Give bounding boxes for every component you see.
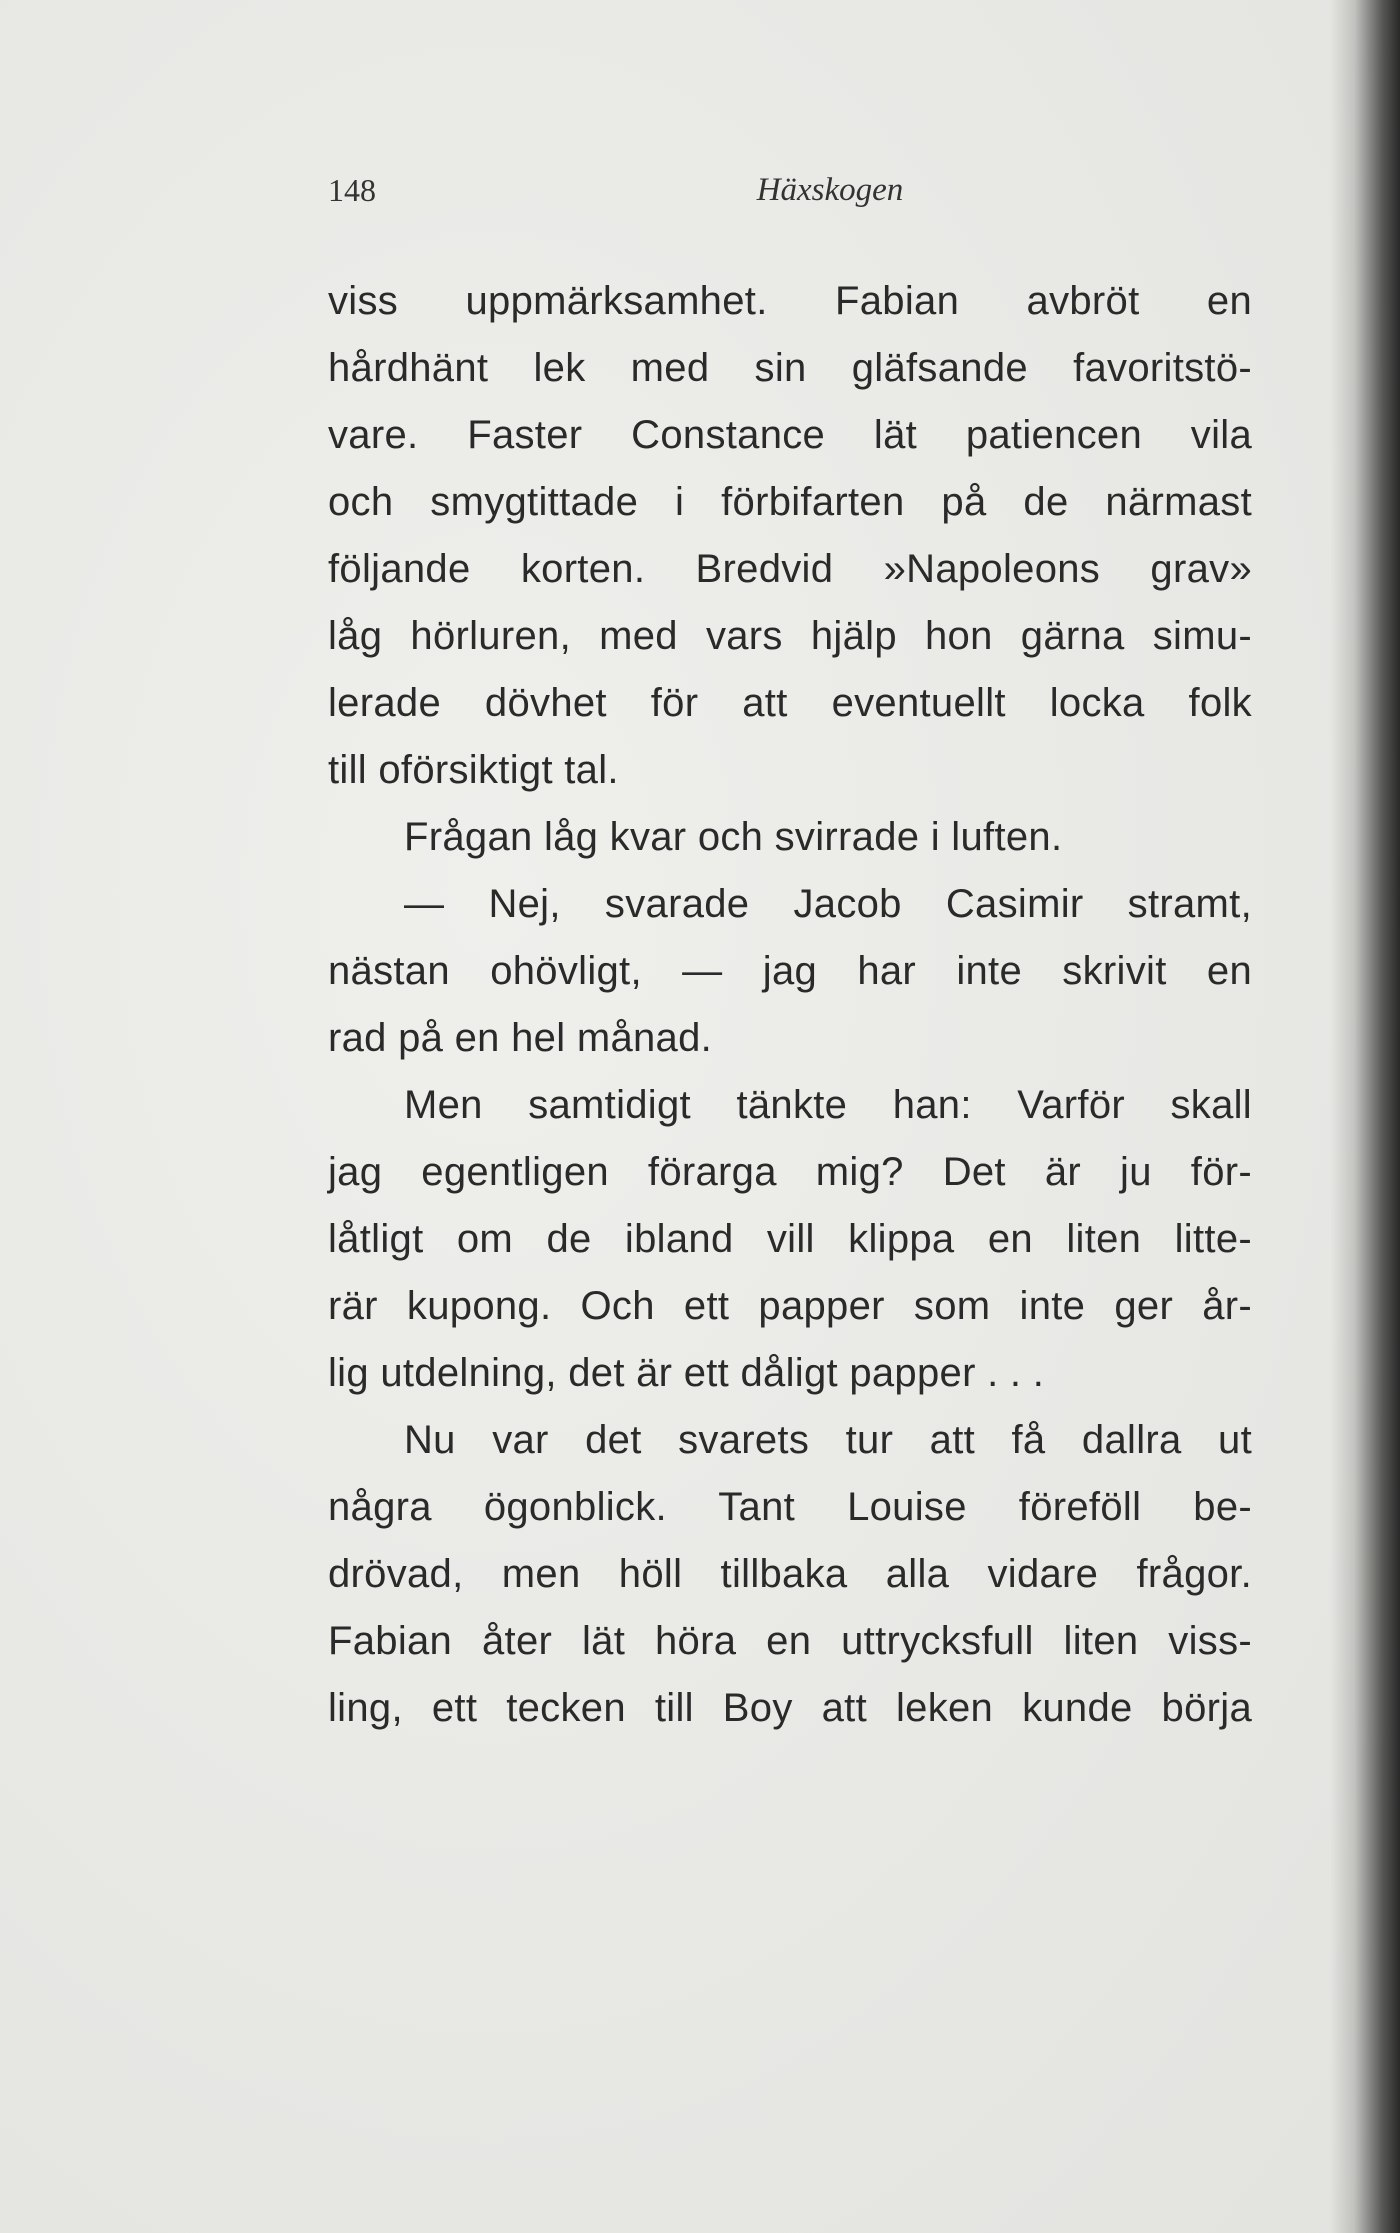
body-text [328,268,1252,1742]
text-line: Men samtidigt tänkte han: Varför skall [404,1083,1252,1127]
text-line: rad på en hel månad. [328,1016,713,1060]
text-line: lig utdelning, det är ett dåligt papper . . . [328,1351,1045,1395]
text-line: hårdhänt lek med sin gläfsande favoritstö- [328,346,1252,390]
text-line: till oförsiktigt tal. [328,748,619,792]
text-line: Nu var det svarets tur att få dallra ut [404,1418,1252,1462]
text-line: låg hörluren, med vars hjälp hon gärna simu- [328,614,1252,658]
text-line: — Nej, svarade Jacob Casimir stramt, [404,882,1252,926]
running-title: Häxskogen [756,172,904,208]
text-line: följande korten. Bredvid »Napoleons grav» [328,547,1252,591]
text-line: jag egentligen förarga mig? Det är ju för- [328,1150,1252,1194]
text-line: Fabian åter lät höra en uttrycksfull liten viss- [328,1619,1252,1663]
text-line: lerade dövhet för att eventuellt locka folk [328,681,1252,725]
text-line: ling, ett tecken till Boy att leken kunde börja [328,1686,1252,1730]
text-line: och smygtittade i förbifarten på de närmast [328,480,1252,524]
text-line: vare. Faster Constance lät patiencen vila [328,413,1252,457]
text-line: nästan ohövligt, — jag har inte skrivit en [328,949,1252,993]
page-number: 148 [328,172,376,208]
text-line: drövad, men höll tillbaka alla vidare frågor. [328,1552,1252,1596]
text-line: några ögonblick. Tant Louise föreföll be- [328,1485,1252,1529]
text-line: viss uppmärksamhet. Fabian avbröt en [328,279,1252,323]
text-line: rär kupong. Och ett papper som inte ger år- [328,1284,1252,1328]
text-line: Frågan låg kvar och svirrade i luften. [404,815,1063,859]
text-line: låtligt om de ibland vill klippa en liten litte- [328,1217,1252,1261]
spine-shadow [1330,0,1400,2233]
running-head [328,172,1252,218]
